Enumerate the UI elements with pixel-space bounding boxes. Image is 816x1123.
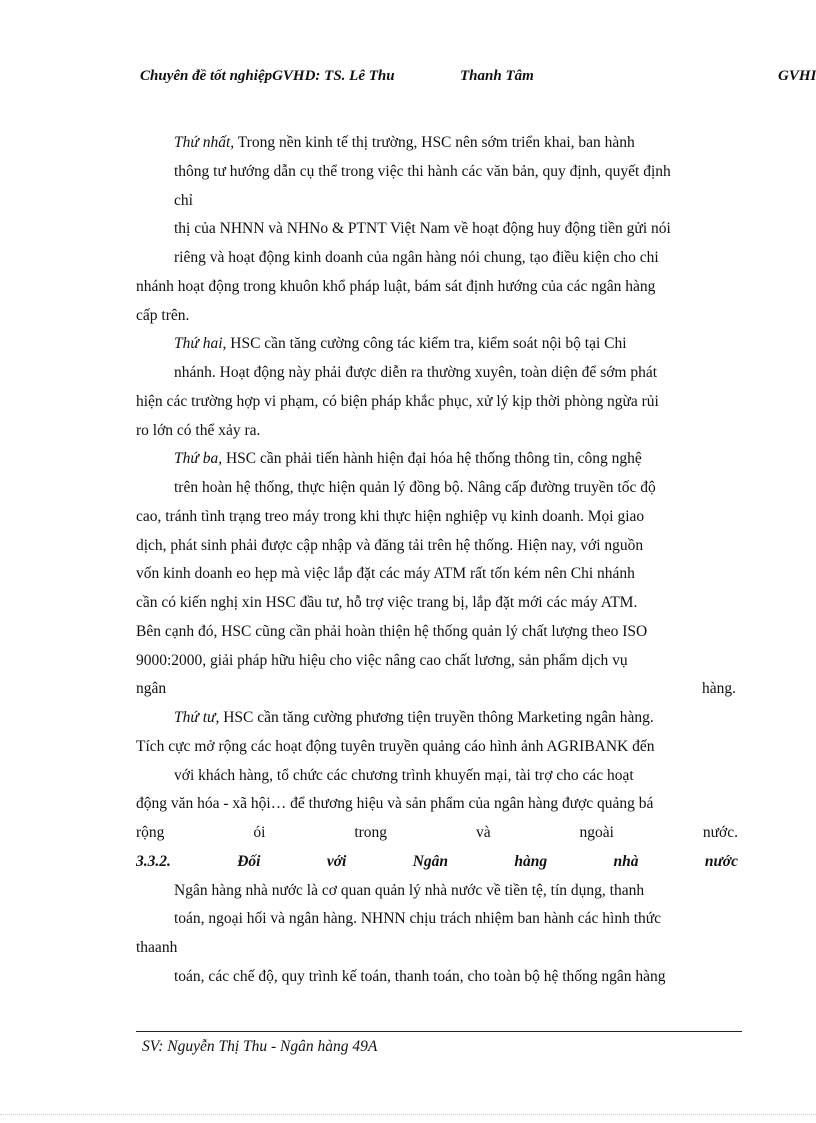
paragraph-label: Thứ hai,: [174, 335, 227, 352]
paragraph-line: vốn kinh doanh eo hẹp mà việc lắp đặt các máy ATM rất tốn kém nên Chi nhánh: [136, 565, 635, 582]
paragraph-line: [174, 449, 642, 469]
line-word: ngân: [136, 680, 167, 697]
paragraph-label: Thứ ba,: [174, 450, 223, 467]
paragraph-line: thaanh: [136, 939, 178, 956]
paragraph-label: Thứ nhất,: [174, 134, 235, 151]
line-word: và: [475, 824, 491, 841]
paragraph-line: cao, tránh tình trạng treo máy trong khi thực hiện nghiệp vụ kinh doanh. Mọi giao: [136, 508, 645, 525]
page-edge-divider: [0, 1114, 816, 1115]
header-left: Chuyên đề tốt nghiệpGVHD: TS. Lê Thu: [140, 68, 395, 84]
heading-word: với: [326, 853, 347, 870]
paragraph-line: thông tư hướng dẫn cụ thể trong việc thi hành các văn bản, quy định, quyết định: [174, 163, 671, 180]
paragraph-line: nhánh hoạt động trong khuôn khổ pháp luật, bám sát định hướng của các ngân hàng: [136, 278, 656, 295]
paragraph-line: nhánh. Hoạt động này phải được diễn ra thường xuyên, toàn diện để sớm phát: [174, 364, 658, 381]
paragraph-line: Ngân hàng nhà nước là cơ quan quản lý nhà nước về tiền tệ, tín dụng, thanh: [174, 882, 645, 899]
paragraph-line: hiện các trường hợp vi phạm, có biện pháp khắc phục, xử lý kịp thời phòng ngừa rủi: [136, 393, 659, 410]
line-word: ngoài: [579, 824, 614, 841]
heading-word: Đối: [237, 853, 261, 870]
line-text: Trong nền kinh tế thị trường, HSC nên sớm triển khai, ban hành: [234, 134, 635, 151]
line-text: HSC cần tăng cường công tác kiểm tra, kiểm soát nội bộ tại Chi: [226, 335, 627, 352]
paragraph-line: chỉ: [174, 192, 193, 209]
line-text: HSC cần tăng cường phương tiện truyền thông Marketing ngân hàng.: [219, 709, 654, 726]
line-word: trong: [354, 824, 388, 841]
paragraph-line: [136, 679, 736, 699]
line-word: rộng: [136, 824, 165, 841]
paragraph-line: [174, 708, 654, 728]
paragraph-line: [174, 334, 627, 354]
heading-word: nước: [704, 853, 738, 870]
heading-word: hàng: [514, 853, 548, 870]
paragraph-line: toán, các chế độ, quy trình kế toán, thanh toán, cho toàn bộ hệ thống ngân hàng: [174, 968, 666, 985]
paragraph-line: ro lớn có thể xảy ra.: [136, 422, 261, 439]
heading-word: Ngân: [412, 853, 449, 870]
paragraph-line: thị của NHNN và NHNo & PTNT Việt Nam về hoạt động huy động tiền gửi nói: [174, 220, 671, 237]
heading-word: nhà: [613, 853, 639, 870]
section-number: 3.3.2.: [136, 853, 171, 870]
paragraph-line: cần có kiến nghị xin HSC đầu tư, hỗ trợ việc trang bị, lắp đặt mới các máy ATM.: [136, 594, 638, 611]
line-word: ói: [253, 824, 266, 841]
paragraph-line: trên hoàn hệ thống, thực hiện quản lý đồng bộ. Nâng cấp đường truyền tốc độ: [174, 479, 656, 496]
paragraph-line: [174, 133, 740, 153]
line-text: HSC cần phải tiến hành hiện đại hóa hệ thống thông tin, công nghệ: [222, 450, 642, 467]
line-word: nước.: [702, 824, 738, 841]
header-overlap: Thanh Tâm: [460, 68, 534, 84]
header-right: GVHI: [778, 68, 816, 84]
page-footer: SV: Nguyễn Thị Thu - Ngân hàng 49A: [142, 1038, 378, 1055]
paragraph-line: Bên cạnh đó, HSC cũng cần phải hoàn thiện hệ thống quản lý chất lượng theo ISO: [136, 623, 648, 640]
paragraph-line: riêng và hoạt động kinh doanh của ngân hàng nói chung, tạo điều kiện cho chi: [174, 249, 659, 266]
paragraph-line: 9000:2000, giải pháp hữu hiệu cho việc nâng cao chất lương, sản phẩm dịch vụ: [136, 652, 628, 669]
line-word: hàng.: [701, 680, 736, 697]
paragraph-label: Thứ tư,: [174, 709, 220, 726]
paragraph-line: với khách hàng, tổ chức các chương trình khuyến mại, tài trợ cho các hoạt: [174, 767, 634, 784]
paragraph-line: dịch, phát sinh phải được cập nhập và đăng tải trên hệ thống. Hiện nay, với nguồn: [136, 537, 644, 554]
paragraph-line: cấp trên.: [136, 307, 190, 324]
paragraph-line: Tích cực mở rộng các hoạt động tuyên truyền quảng cáo hình ảnh AGRIBANK đến: [136, 738, 655, 755]
paragraph-line: toán, ngoại hối và ngân hàng. NHNN chịu trách nhiệm ban hành các hình thức: [174, 910, 662, 927]
section-heading: [136, 852, 738, 872]
footer-rule: [136, 1031, 742, 1032]
paragraph-line: [136, 823, 738, 843]
paragraph-line: động văn hóa - xã hội… để thương hiệu và sản phẩm của ngân hàng được quảng bá: [136, 795, 654, 812]
